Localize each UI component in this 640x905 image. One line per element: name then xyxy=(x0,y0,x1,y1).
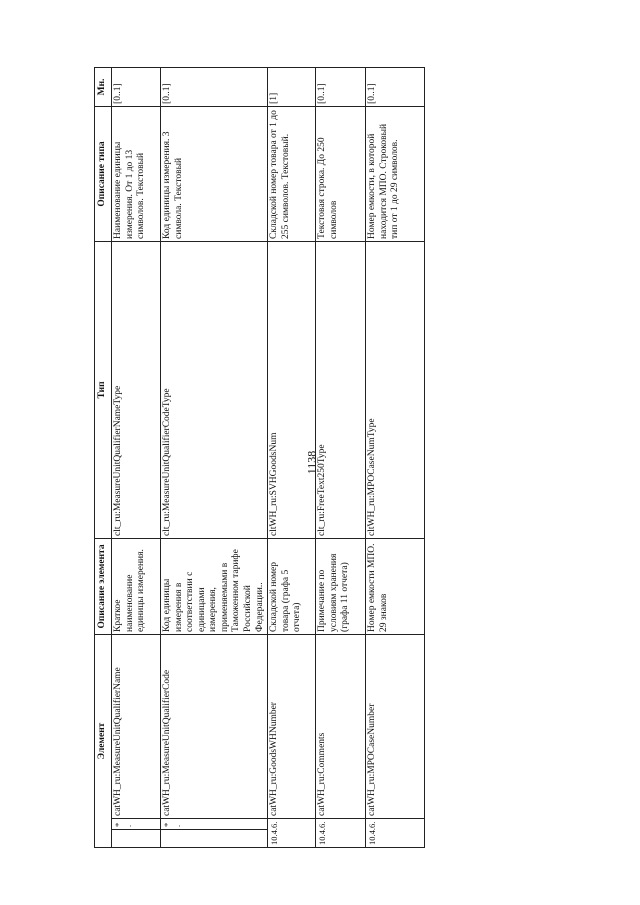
row-type: clt_ru:FreeText250Type xyxy=(316,241,366,538)
row-type: clt_ru:MeasureUnitQualifierCodeType xyxy=(161,241,268,538)
empty-cell xyxy=(161,830,268,848)
row-mult: [0..1] xyxy=(161,67,268,106)
row-element: catWH_ru:GoodsWHNumber xyxy=(268,634,316,818)
table-row xyxy=(366,67,425,847)
row-mult: [0..1] xyxy=(316,67,366,106)
header-mult: Мн. xyxy=(95,67,112,106)
row-mult: [0..1] xyxy=(112,67,161,106)
row-type: cltWH_ru:SVHGoodsNum xyxy=(268,241,316,538)
table-row xyxy=(112,67,161,847)
page-number: 1138 xyxy=(304,450,319,475)
row-element: catWH_ru:MPOCaseNumber xyxy=(366,634,425,818)
row-element-desc: Код единицы измерения в соответствии с единицами измерения, применяемыми в Таможенном тарифе Российской Федерации.. xyxy=(161,538,268,634)
row-element: catWH_ru:MeasureUnitQualifierCode xyxy=(161,634,268,818)
row-type: clt_ru:MeasureUnitQualifierNameType xyxy=(112,241,161,538)
row-marker: *. xyxy=(161,819,268,830)
row-element-desc: Складской номер товара (графа 5 отчета) xyxy=(268,538,316,634)
row-element-desc: Примечание по условиям хранения (графа 11 отчета) xyxy=(316,538,366,634)
row-type-desc: Наименование единицы измерения. От 1 до 13 символов. Текстовый xyxy=(112,106,161,241)
table-row xyxy=(268,67,316,847)
row-mult: [1] xyxy=(268,67,316,106)
header-element-desc: Описание элемента xyxy=(95,538,112,634)
row-type-desc: Текстовая строка. До 250 символов xyxy=(316,106,366,241)
row-element: catWH_ru:Comments xyxy=(316,634,366,818)
row-element-desc: Краткое наименование единицы измерения. xyxy=(112,538,161,634)
row-index: 10.4.6. xyxy=(366,819,425,848)
table-row xyxy=(316,67,366,847)
spec-table xyxy=(94,67,425,848)
header-type-desc: Описание типа xyxy=(95,106,112,241)
row-index: 10.4.6. xyxy=(316,819,366,848)
rotated-table-container xyxy=(94,68,428,848)
row-type-desc: Номер емкости, в которой находится МПО. Строковый тип от 1 до 29 символов. xyxy=(366,106,425,241)
empty-cell xyxy=(112,830,161,848)
row-type: cltWH_ru:MPOCaseNumType xyxy=(366,241,425,538)
table-header-row xyxy=(95,67,112,847)
row-type-desc: Складской номер товара от 1 до 255 символов. Текстовый. xyxy=(268,106,316,241)
row-element-desc: Номер емкости МПО. 29 знаков xyxy=(366,538,425,634)
row-marker: *. xyxy=(112,819,161,830)
row-mult: [0..1] xyxy=(366,67,425,106)
header-type: Тип xyxy=(95,241,112,538)
row-type-desc: Код единицы измерения. 3 символа. Текстовый xyxy=(161,106,268,241)
row-index: 10.4.6. xyxy=(268,819,316,848)
table-row xyxy=(161,67,268,847)
header-element: Элемент xyxy=(95,634,112,847)
row-element: catWH_ru:MeasureUnitQualifierName xyxy=(112,634,161,818)
